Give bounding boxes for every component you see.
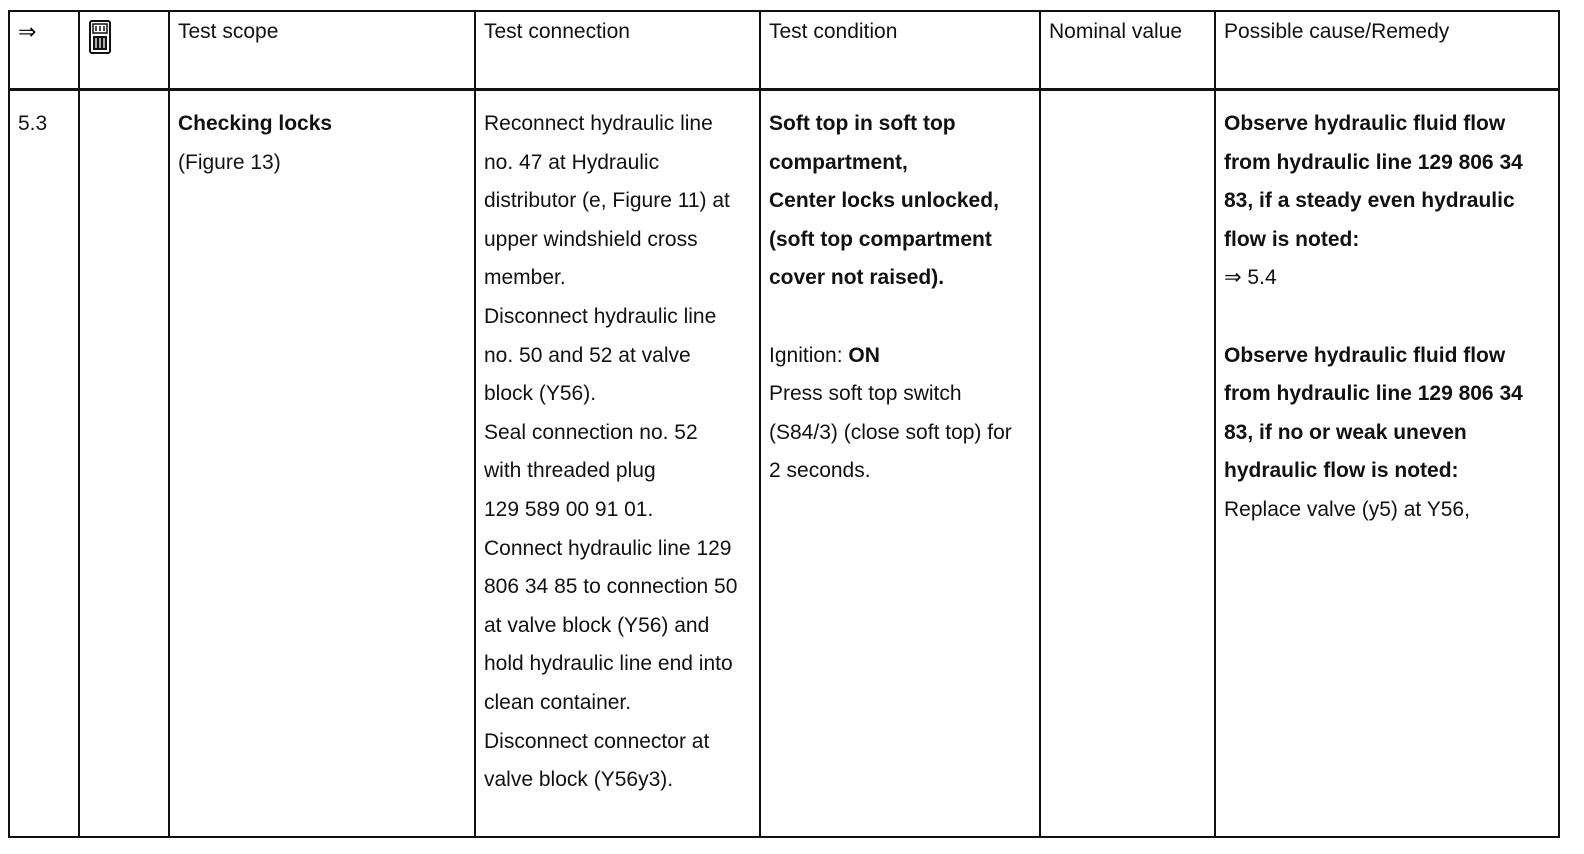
test-condition-cell — [760, 90, 1040, 838]
condition-bold-line: cover not raised). — [769, 266, 945, 290]
condition-bold-line: Soft top in soft top — [769, 112, 956, 135]
remedy-a-line: Observe hydraulic fluid flow — [1224, 112, 1506, 135]
ignition-value: ON — [848, 343, 880, 367]
remedy-a-line: from hydraulic line 129 806 34 — [1224, 150, 1523, 174]
condition-bold-line: Center locks unlocked, — [769, 189, 999, 213]
remedy-b-line: from hydraulic line 129 806 34 — [1224, 382, 1523, 406]
remedy-a-next-step: ⇒ 5.4 — [1224, 266, 1277, 290]
connection-line: Seal connection no. 52 — [484, 420, 698, 444]
connection-line: valve block (Y56y3). — [484, 768, 674, 792]
connection-line: hold hydraulic line end into — [484, 652, 733, 676]
remedy-b-line: Observe hydraulic fluid flow — [1224, 343, 1506, 367]
ignition-line — [769, 337, 1031, 376]
scope-figure-ref: (Figure 13) — [178, 150, 281, 174]
condition-line: Press soft top switch — [769, 382, 962, 406]
header-test-connection: Test connection — [475, 11, 760, 90]
test-scope-cell — [169, 90, 475, 838]
tool-cell — [79, 90, 169, 838]
connection-line: block (Y56). — [484, 382, 597, 406]
remedy-cell — [1215, 90, 1559, 838]
connection-line: 129 589 00 91 01. — [484, 497, 654, 521]
scope-title: Checking locks — [178, 112, 333, 135]
connection-line: no. 47 at Hydraulic — [484, 150, 660, 174]
remedy-a-line: flow is noted: — [1224, 227, 1360, 251]
diagnostic-table-sheet — [8, 10, 1558, 838]
connection-line: at valve block (Y56) and — [484, 613, 710, 637]
test-table — [8, 10, 1560, 838]
spacer — [769, 298, 1031, 337]
connection-line: with threaded plug — [484, 459, 656, 483]
remedy-b-line: 83, if no or weak uneven — [1224, 420, 1467, 444]
condition-line: (S84/3) (close soft top) for — [769, 420, 1012, 444]
spacer — [1224, 298, 1550, 337]
header-remedy: Possible cause/Remedy — [1215, 11, 1559, 90]
header-arrow: ⇒ — [9, 11, 79, 90]
condition-line: 2 seconds. — [769, 459, 871, 483]
remedy-b-line: hydraulic flow is noted: — [1224, 459, 1459, 483]
connection-line: clean container. — [484, 690, 632, 714]
connection-line: Connect hydraulic line 129 — [484, 536, 732, 560]
header-tool — [79, 11, 169, 90]
connection-line: upper windshield cross — [484, 227, 698, 251]
header-test-condition: Test condition — [760, 11, 1040, 90]
connection-line: Disconnect hydraulic line — [484, 304, 717, 328]
header-row — [9, 11, 1559, 90]
condition-bold-line: (soft top compartment — [769, 227, 992, 251]
header-test-scope: Test scope — [169, 11, 475, 90]
remedy-a-line: 83, if a steady even hydraulic — [1224, 189, 1515, 213]
nominal-value-cell — [1040, 90, 1215, 838]
connection-line: member. — [484, 266, 566, 290]
connection-line: no. 50 and 52 at valve — [484, 343, 691, 367]
connection-line: Reconnect hydraulic line — [484, 112, 713, 135]
ignition-label: Ignition: — [769, 343, 849, 367]
condition-bold-line: compartment, — [769, 150, 908, 174]
test-connection-cell — [475, 90, 760, 838]
table-row — [9, 90, 1559, 838]
connection-line: distributor (e, Figure 11) at — [484, 189, 730, 213]
tester-icon — [88, 20, 112, 62]
connection-line: Disconnect connector at — [484, 729, 710, 753]
connection-line: 806 34 85 to connection 50 — [484, 575, 738, 599]
remedy-b-action: Replace valve (y5) at Y56, — [1224, 497, 1470, 521]
header-nominal-value: Nominal value — [1040, 11, 1215, 90]
step-number: 5.3 — [9, 90, 79, 838]
